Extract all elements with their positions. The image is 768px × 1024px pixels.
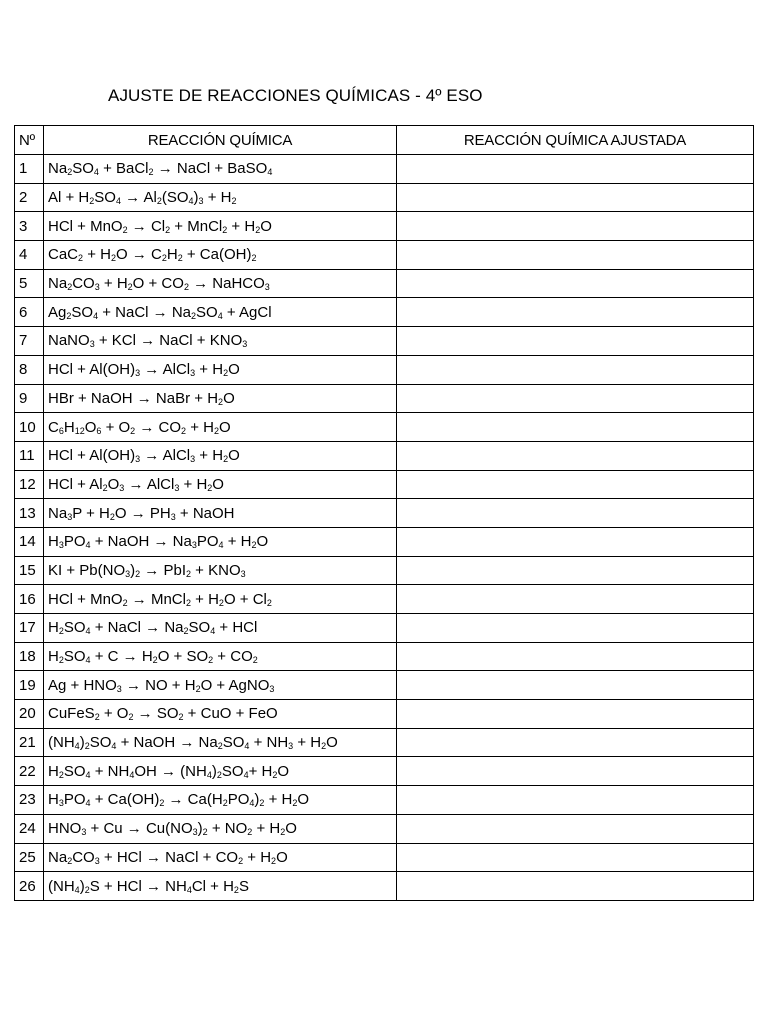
reaction-cell: $Na_3P + H_2O \to PH_3$ + NaOH <box>44 499 397 528</box>
row-number: 3 <box>15 212 44 241</box>
row-number: 7 <box>15 327 44 356</box>
adjusted-reaction-cell[interactable] <box>397 241 754 270</box>
table-row <box>15 441 754 470</box>
adjusted-reaction-cell[interactable] <box>397 614 754 643</box>
reaction-cell: $Na_2SO_4$ + BaCl$_2$ → NaCl + BaSO$_4$ <box>44 155 397 184</box>
adjusted-reaction-cell[interactable] <box>397 700 754 729</box>
adjusted-reaction-cell[interactable] <box>397 155 754 184</box>
adjusted-reaction-cell[interactable] <box>397 212 754 241</box>
reaction-cell: $H_2SO_4$ + NaCl → $Na_2SO_4$ + HCl <box>44 614 397 643</box>
row-number: 1 <box>15 155 44 184</box>
table-row <box>15 384 754 413</box>
reaction-cell: $C_6H_{12}O_6 + O_2 \to CO_2 + H_2O$ <box>44 413 397 442</box>
adjusted-reaction-cell[interactable] <box>397 413 754 442</box>
reaction-cell: $H_2SO_4 + C \to H_2O + SO_2 + CO_2$ <box>44 642 397 671</box>
reaction-cell: $(NH_4)_2SO_4$ + NaOH → $Na_2SO_4 + NH_3 + H_2O$ <box>44 728 397 757</box>
table-row <box>15 327 754 356</box>
header-number: Nº <box>15 126 44 155</box>
header-adjusted: REACCIÓN QUÍMICA AJUSTADA <box>397 126 754 155</box>
row-number: 6 <box>15 298 44 327</box>
adjusted-reaction-cell[interactable] <box>397 814 754 843</box>
row-number: 21 <box>15 728 44 757</box>
row-number: 19 <box>15 671 44 700</box>
row-number: 23 <box>15 786 44 815</box>
adjusted-reaction-cell[interactable] <box>397 843 754 872</box>
reaction-cell: $Ag_2SO_4$ + NaCl → $Na_2SO_4$ + AgCl <box>44 298 397 327</box>
table-row <box>15 843 754 872</box>
page-title: AJUSTE DE REACCIONES QUÍMICAS - 4º ESO <box>108 86 483 105</box>
row-number: 24 <box>15 814 44 843</box>
reaction-cell: KI + $Pb(NO_3)_2 \to PbI_2 + KNO_3$ <box>44 556 397 585</box>
row-number: 20 <box>15 700 44 729</box>
reaction-cell: $(NH_4)_2S$ + HCl → $NH_4Cl + H_2S$ <box>44 872 397 901</box>
table-row <box>15 183 754 212</box>
row-number: 8 <box>15 355 44 384</box>
table-header-row <box>15 126 754 155</box>
adjusted-reaction-cell[interactable] <box>397 642 754 671</box>
adjusted-reaction-cell[interactable] <box>397 786 754 815</box>
table-row <box>15 355 754 384</box>
table-row <box>15 614 754 643</box>
table-body <box>15 155 754 901</box>
reaction-cell: $HNO_3 + Cu \to Cu(NO_3)_2 + NO_2 + H_2O$ <box>44 814 397 843</box>
adjusted-reaction-cell[interactable] <box>397 298 754 327</box>
table-row <box>15 786 754 815</box>
adjusted-reaction-cell[interactable] <box>397 470 754 499</box>
row-number: 25 <box>15 843 44 872</box>
row-number: 5 <box>15 269 44 298</box>
table-row <box>15 212 754 241</box>
row-number: 11 <box>15 441 44 470</box>
adjusted-reaction-cell[interactable] <box>397 269 754 298</box>
reaction-cell: HCl + $Al(OH)_3$ → AlCl$_3$ + $H_2O$ <box>44 441 397 470</box>
reaction-cell: $H_3PO_4$ + NaOH → $Na_3PO_4 + H_2O$ <box>44 527 397 556</box>
reaction-cell: $Na_2CO_3$ + HCl → NaCl + $CO_2 + H_2O$ <box>44 843 397 872</box>
row-number: 22 <box>15 757 44 786</box>
reaction-cell: $CaC_2 + H_2O \to C_2H_2 + Ca(OH)_2$ <box>44 241 397 270</box>
reaction-cell: $Ag + HNO_3$ → NO + $H_2O$ + AgNO$_3$ <box>44 671 397 700</box>
adjusted-reaction-cell[interactable] <box>397 556 754 585</box>
table-row <box>15 499 754 528</box>
table-row <box>15 413 754 442</box>
reaction-cell: $H_3PO_4 + Ca(OH)_2 \to Ca(H_2PO_4)_2 + H_2O$ <box>44 786 397 815</box>
adjusted-reaction-cell[interactable] <box>397 499 754 528</box>
row-number: 14 <box>15 527 44 556</box>
table-row <box>15 700 754 729</box>
adjusted-reaction-cell[interactable] <box>397 355 754 384</box>
adjusted-reaction-cell[interactable] <box>397 671 754 700</box>
table-row <box>15 728 754 757</box>
reaction-cell: $H_2SO_4 + NH_4OH \to (NH_4)_2SO_4+ H_2O$ <box>44 757 397 786</box>
row-number: 2 <box>15 183 44 212</box>
row-number: 9 <box>15 384 44 413</box>
reaction-cell: HCl + $Al_2O_3$ → AlCl$_3$ + $H_2O$ <box>44 470 397 499</box>
reactions-table <box>14 125 754 901</box>
row-number: 10 <box>15 413 44 442</box>
adjusted-reaction-cell[interactable] <box>397 384 754 413</box>
header-reaction: REACCIÓN QUÍMICA <box>44 126 397 155</box>
reaction-cell: HCl + $Al(OH)_3$ → AlCl$_3$ + $H_2O$ <box>44 355 397 384</box>
table-row <box>15 671 754 700</box>
adjusted-reaction-cell[interactable] <box>397 183 754 212</box>
table-row <box>15 269 754 298</box>
table-row <box>15 872 754 901</box>
row-number: 15 <box>15 556 44 585</box>
reaction-cell: NaNO$_3$ + KCl → NaCl + $KNO_3$ <box>44 327 397 356</box>
row-number: 13 <box>15 499 44 528</box>
table-row <box>15 527 754 556</box>
adjusted-reaction-cell[interactable] <box>397 728 754 757</box>
table-row <box>15 757 754 786</box>
row-number: 26 <box>15 872 44 901</box>
table-row <box>15 814 754 843</box>
row-number: 18 <box>15 642 44 671</box>
reaction-cell: HCl + $MnO_2 \to Cl_2$ + MnCl$_2$ + $H_2O$ <box>44 212 397 241</box>
row-number: 16 <box>15 585 44 614</box>
reaction-cell: CuFeS$_2$ + $O_2 \to SO_2$ + CuO + FeO <box>44 700 397 729</box>
reaction-cell: HBr + NaOH → NaBr + $H_2O$ <box>44 384 397 413</box>
table-row <box>15 241 754 270</box>
table-row <box>15 470 754 499</box>
row-number: 17 <box>15 614 44 643</box>
reaction-cell: $Al + H_2SO_4 \to Al_2(SO_4)_3 + H_2$ <box>44 183 397 212</box>
adjusted-reaction-cell[interactable] <box>397 872 754 901</box>
adjusted-reaction-cell[interactable] <box>397 441 754 470</box>
table-row <box>15 155 754 184</box>
table-row <box>15 585 754 614</box>
reaction-cell: HCl + MnO$_2$ → MnCl$_2$ + $H_2O + Cl_2$ <box>44 585 397 614</box>
reaction-cell: $Na_2CO_3 + H_2O + CO_2$ → NaHCO$_3$ <box>44 269 397 298</box>
table-row <box>15 556 754 585</box>
adjusted-reaction-cell[interactable] <box>397 527 754 556</box>
adjusted-reaction-cell[interactable] <box>397 327 754 356</box>
row-number: 4 <box>15 241 44 270</box>
table-row <box>15 642 754 671</box>
table-row <box>15 298 754 327</box>
row-number: 12 <box>15 470 44 499</box>
adjusted-reaction-cell[interactable] <box>397 757 754 786</box>
adjusted-reaction-cell[interactable] <box>397 585 754 614</box>
